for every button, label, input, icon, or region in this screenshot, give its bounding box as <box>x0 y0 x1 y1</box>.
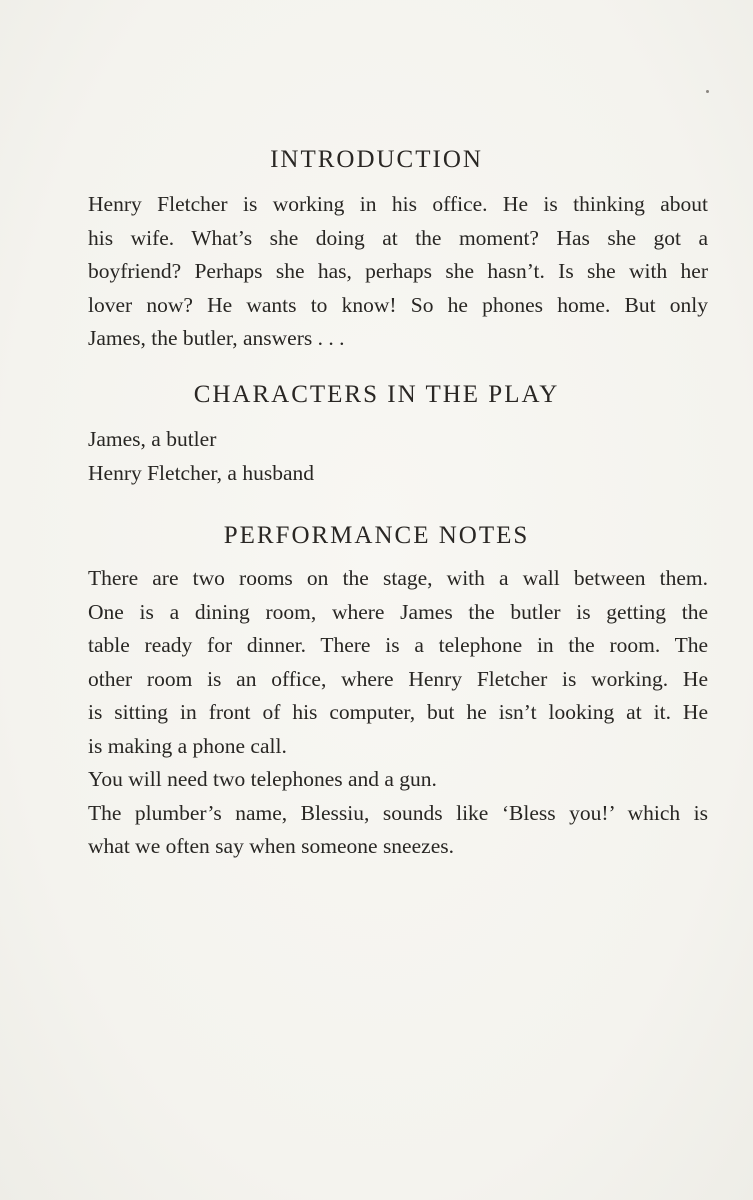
performance-notes-line: One is a dining room, where James the butler is getting the <box>88 599 708 624</box>
character-item: James, a butler <box>88 427 217 451</box>
performance-notes-line: There are two rooms on the stage, with a wall between them. <box>88 566 708 590</box>
performance-notes-heading: PERFORMANCE NOTES <box>223 522 530 549</box>
performance-notes-line: table ready for dinner. There is a telephone in the room. The <box>88 633 708 657</box>
performance-notes-line: is making a phone call. <box>88 733 287 758</box>
performance-notes-line: is sitting in front of his computer, but he isn’t looking at it. He <box>88 700 708 724</box>
character-item: Henry Fletcher, a husband <box>88 460 315 485</box>
introduction-line: Henry Fletcher is working in his office. He is thinking about <box>88 192 708 216</box>
characters-list <box>88 423 708 490</box>
introduction-line: James, the butler, answers . . . <box>88 326 345 350</box>
introduction-line: lover now? He wants to know! So he phones home. But only <box>88 292 708 317</box>
performance-notes-line: The plumber’s name, Blessiu, sounds like ‘Bless you!’ which is <box>88 800 708 825</box>
introduction-paragraph <box>88 188 708 356</box>
introduction-line: boyfriend? Perhaps she has, perhaps she hasn’t. Is she with her <box>88 259 708 283</box>
performance-notes-line: other room is an office, where Henry Fletcher is working. He <box>88 666 708 691</box>
performance-notes-line: You will need two telephones and a gun. <box>88 767 437 791</box>
introduction-heading: INTRODUCTION <box>270 146 483 173</box>
performance-notes-paragraph <box>88 562 708 864</box>
characters-heading: CHARACTERS IN THE PLAY <box>193 381 560 408</box>
introduction-line: his wife. What’s she doing at the moment? Has she got a <box>88 225 708 250</box>
performance-notes-line: what we often say when someone sneezes. <box>88 834 454 858</box>
paper-speck <box>706 90 709 93</box>
